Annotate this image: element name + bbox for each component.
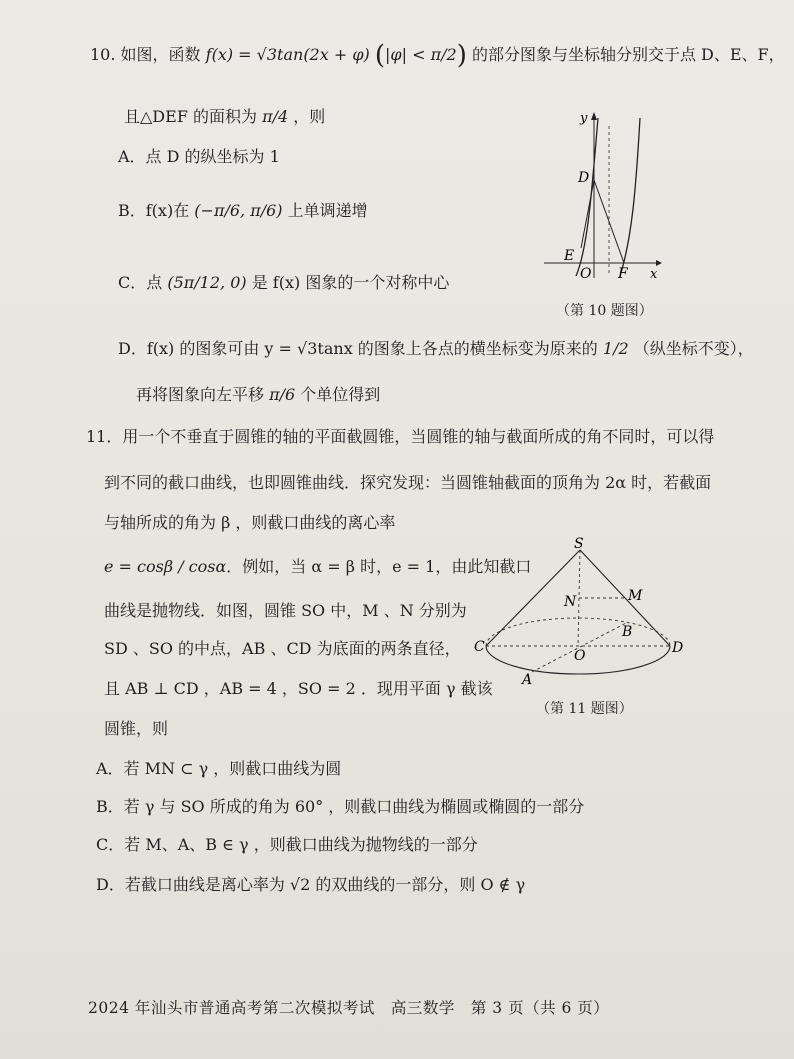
q10-x-arrow	[656, 260, 662, 266]
q10-option-d-line2-a: 再将图象向左平移	[136, 385, 265, 404]
q10-figure	[536, 108, 666, 288]
q11-line4-text: ．例如，当 α = β 时，e = 1，由此知截口	[226, 557, 532, 576]
q10-option-b-b: 上单调递增	[287, 201, 368, 220]
q10-y-arrow	[591, 112, 597, 120]
q10-function: f(x) = √3tan(2x + φ)	[205, 45, 370, 64]
q10-number: 10.	[90, 45, 116, 64]
q11-option-a: A．若 MN ⊂ γ ，则截口曲线为圆	[96, 759, 342, 778]
q10-label-x: x	[650, 267, 658, 282]
q10-curve-left	[576, 118, 598, 276]
q10-stem-b: 的部分图象与坐标轴分别交于点 D、E、F，	[471, 45, 785, 64]
q10-stem-a: 如图，函数	[120, 45, 201, 64]
q10-stem-line2-a: 且△DEF 的面积为	[124, 107, 258, 126]
q10-option-b-interval: (−π/6, π/6)	[194, 201, 283, 220]
q10-label-e: E	[564, 248, 575, 264]
q10-label-d: D	[578, 170, 590, 186]
q11-figure-caption: （第 11 题图）	[536, 701, 633, 717]
q10-option-c-point: (5π/12, 0)	[167, 273, 247, 292]
q10-option-d-line2	[136, 384, 380, 406]
q10-option-d-shift: π/6	[269, 385, 296, 404]
q11-line3: 与轴所成的角为 β ，则截口曲线的离心率	[104, 513, 396, 532]
q11-line6: SD 、SO 的中点，AB 、CD 为底面的两条直径，	[104, 639, 461, 658]
q10-option-d	[118, 338, 754, 360]
q11-line7: 且 AB ⊥ CD ，AB = 4 ，SO = 2 ．现用平面 γ 截该	[104, 679, 493, 698]
q11-label-a: A	[522, 672, 533, 688]
q10-option-a: A．点 D 的纵坐标为 1	[118, 147, 280, 166]
q10-area-value: π/4	[262, 107, 289, 126]
q10-option-b	[118, 200, 368, 222]
q10-option-d-b: （纵坐标不变），	[633, 339, 754, 358]
q11-label-b: B	[622, 624, 633, 640]
q11-label-s: S	[574, 536, 584, 552]
page-footer: 2024 年汕头市普通高考第二次模拟考试 高三数学 第 3 页（共 6 页）	[88, 999, 610, 1017]
q10-stem-line2-b: ，则	[293, 107, 326, 126]
q10-option-d-frac: 1/2	[602, 339, 629, 358]
q10-curve-right	[620, 118, 640, 276]
q10-figure-caption: （第 10 题图）	[556, 303, 653, 319]
q11-line2: 到不同的截口曲线，也即圆锥曲线．探究发现：当圆锥轴截面的顶角为 2α 时，若截面	[104, 473, 712, 492]
q10-option-d-line2-b: 个单位得到	[300, 385, 381, 404]
q10-condition: |φ| < π/2	[385, 45, 457, 64]
q11-option-c: C．若 M、A、B ∈ γ ，则截口曲线为抛物线的一部分	[96, 835, 478, 854]
q10-stem-line2	[124, 106, 325, 128]
q11-line5: 曲线是抛物线．如图，圆锥 SO 中，M 、N 分别为	[104, 601, 467, 620]
q11-diameter-ab	[532, 622, 628, 672]
q11-line1-text: 用一个不垂直于圆锥的轴的平面截圆锥，当圆锥的轴与截面所成的角不同时，可以得	[122, 427, 715, 446]
q10-label-o: O	[580, 266, 592, 282]
q10-option-d-a: D．f(x) 的图象可由 y = √3tanx 的图象上各点的横坐标变为原来的	[118, 339, 598, 358]
q11-line8: 圆锥，则	[104, 719, 169, 738]
q10-option-c-a: C．点	[118, 273, 163, 292]
q10-option-c	[118, 272, 449, 294]
q10-option-b-a: B．f(x)在	[118, 201, 190, 220]
q10-stem: 10. 如图，函数 f(x) = √3tan(2x + φ) (|φ| < π/2) 的部分图象与坐标轴分别交于点 D、E、F，	[90, 40, 785, 71]
q11-label-c: C	[474, 639, 485, 655]
q11-label-m: M	[628, 588, 643, 604]
q11-eccentricity-formula: e = cosβ / cosα	[104, 557, 227, 576]
q11-line4	[104, 556, 531, 578]
q10-label-y: y	[580, 111, 588, 126]
q11-line1	[86, 426, 714, 448]
q11-label-o: O	[574, 648, 586, 664]
q11-label-d: D	[672, 640, 684, 656]
q11-option-b: B．若 γ 与 SO 所成的角为 60° ，则截口曲线为椭圆或椭圆的一部分	[96, 797, 585, 816]
q11-label-n: N	[564, 594, 577, 610]
q10-triangle	[581, 180, 624, 263]
q11-number: 11．	[86, 427, 123, 446]
q11-figure	[470, 536, 690, 696]
q10-option-c-b: 是 f(x) 图象的一个对称中心	[251, 273, 450, 292]
q10-label-f: F	[618, 266, 628, 282]
q11-option-d: D．若截口曲线是离心率为 √2 的双曲线的一部分，则 O ∉ γ	[96, 875, 526, 894]
